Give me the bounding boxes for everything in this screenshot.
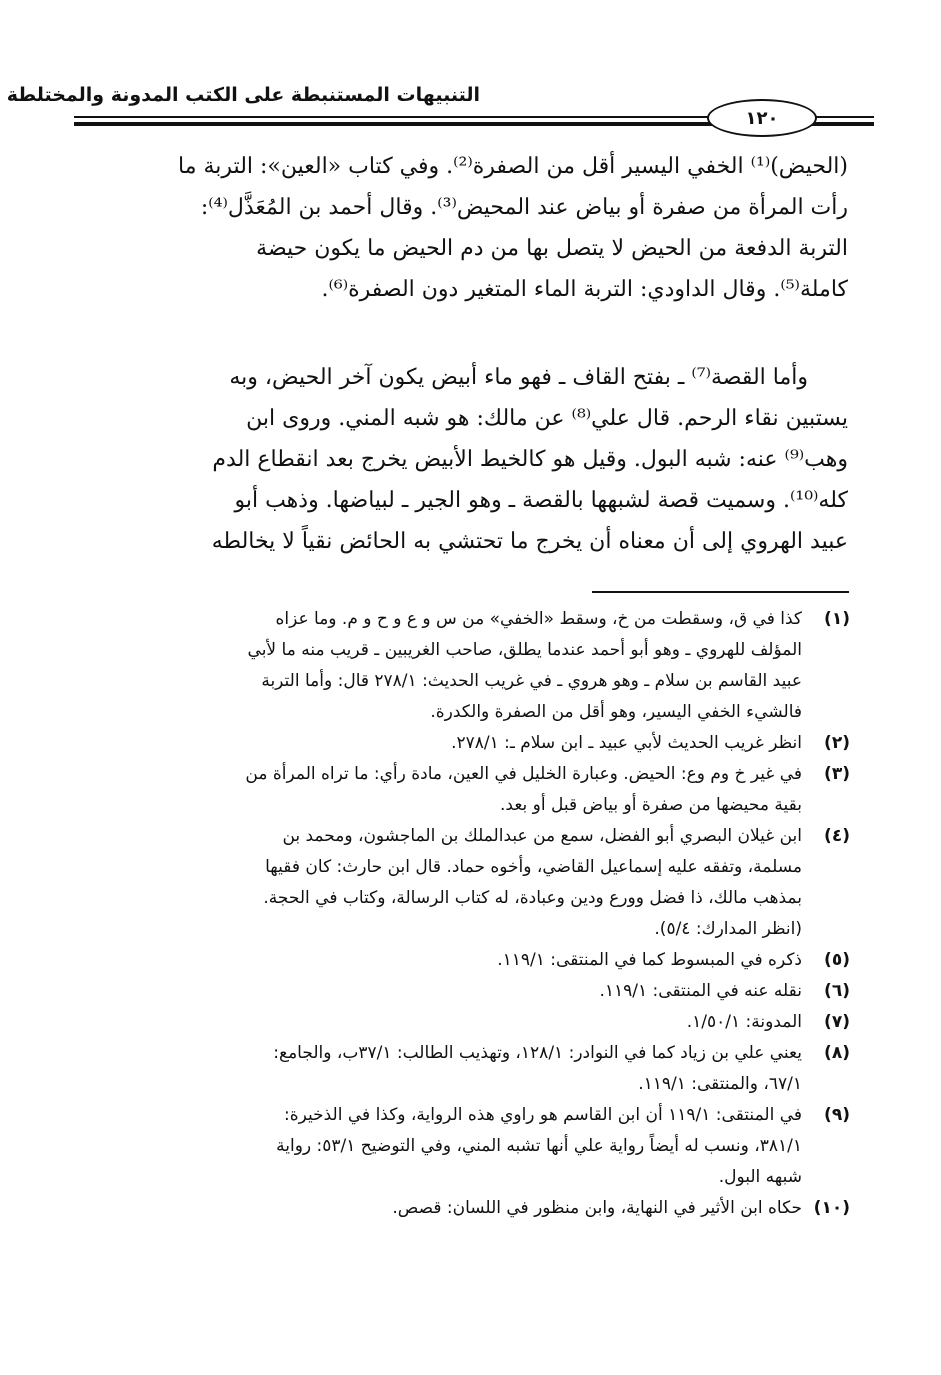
text-line: يستبين نقاء الرحم. قال علي⁽⁸⁾ عن مالك: هو شبه المني. وروى ابن	[246, 406, 848, 431]
footnote-line: ابن غيلان البصري أبو الفضل، سمع من عبدالملك بن الماجشون، ومحمد بن	[282, 826, 802, 846]
footnote-number: (٥)	[824, 950, 850, 970]
footnote-number: (١٠)	[813, 1198, 850, 1218]
text-line: التربة الدفعة من الحيض لا يتصل بها من دم الحيض ما يكون حيضة	[256, 236, 848, 261]
footnote-line: مسلمة، وتفقه عليه إسماعيل القاضي، وأخوه حماد. قال ابن حارث: كان فقيها	[265, 857, 802, 877]
footnote-line: فالشيء الخفي اليسير، وهو أقل من الصفرة والكدرة.	[430, 702, 802, 722]
footnote-10	[78, 1193, 850, 1224]
footnote-line: ٦٧/١، والمنتقى: ١١٩/١.	[638, 1074, 802, 1094]
footnote-4	[78, 821, 850, 945]
footnote-3	[78, 759, 850, 821]
footnote-line: ٣٨١/١، ونسب له أيضاً رواية علي أنها تشبه المني، وفي التوضيح ٥٣/١: رواية	[276, 1136, 802, 1156]
footnote-line: بقية محيضها من صفرة أو بياض قبل أو بعد.	[500, 795, 802, 815]
footnote-line: يعني علي بن زياد كما في النوادر: ١٢٨/١، وتهذيب الطالب: ٣٧/١ب، والجامع:	[273, 1043, 802, 1063]
footnote-number: (٨)	[824, 1043, 850, 1063]
footnote-line: حكاه ابن الأثير في النهاية، وابن منظور في اللسان: قصص.	[392, 1198, 802, 1218]
footnote-line: انظر غريب الحديث لأبي عبيد ـ ابن سلام ـ: ٢٧٨/١.	[451, 733, 802, 753]
footnote-line: بمذهب مالك، ذا فضل وورع ودين وعبادة، له كتاب الرسالة، وكتاب في الحجة.	[263, 888, 802, 908]
footnote-6	[78, 976, 850, 1007]
footnote-line: نقله عنه في المنتقى: ١١٩/١.	[599, 981, 802, 1001]
page-number: ١٢٠	[707, 99, 817, 137]
footnote-number: (١)	[824, 609, 850, 629]
footnote-number: (٣)	[824, 764, 850, 784]
text-line: كاملة⁽⁵⁾. وقال الداودي: التربة الماء المتغير دون الصفرة⁽⁶⁾.	[321, 277, 848, 302]
text-line: وهب⁽⁹⁾ عنه: شبه البول. وقيل هو كالخيط الأبيض يخرج بعد انقطاع الدم	[212, 447, 848, 472]
footnote-line: في غير خ وم وع: الحيض. وعبارة الخليل في العين، مادة رأي: ما تراه المرأة من	[245, 764, 802, 784]
footnote-number: (٢)	[824, 733, 850, 753]
footnote-9	[78, 1100, 850, 1193]
footnote-8	[78, 1038, 850, 1100]
running-header-title: التنبيهات المستنبطة على الكتب المدونة والمختلطة	[6, 84, 480, 106]
footnote-line: كذا في ق، وسقطت من خ، وسقط «الخفي» من س و ع و ح و م. وما عزاه	[275, 609, 802, 629]
paragraph-1	[76, 146, 848, 310]
footnote-line: (انظر المدارك: ٥/٤).	[654, 919, 802, 939]
text-line: وأما القصة⁽⁷⁾ ـ بفتح القاف ـ فهو ماء أبيض يكون آخر الحيض، وبه	[229, 365, 808, 390]
text-line: عبيد الهروي إلى أن معناه أن يخرج ما تحتشي به الحائض نقياً لا يخالطه	[211, 529, 848, 554]
footnote-number: (٤)	[824, 826, 850, 846]
footnote-5	[78, 945, 850, 976]
footnote-2	[78, 728, 850, 759]
footnote-1	[78, 604, 850, 728]
footnotes	[78, 604, 850, 1224]
footnote-line: شبهه البول.	[718, 1167, 802, 1187]
footnote-line: ذكره في المبسوط كما في المنتقى: ١١٩/١.	[497, 950, 802, 970]
text-line: رأت المرأة من صفرة أو بياض عند المحيض⁽³⁾. وقال أحمد بن المُعَذَّل⁽⁴⁾:	[200, 195, 848, 220]
footnote-number: (٩)	[824, 1105, 850, 1125]
paragraph-2	[76, 357, 848, 562]
footnote-line: المؤلف للهروي ـ وهو أبو أحمد عندما يطلق، صاحب الغريبين ـ قريب منه ما لأبي	[247, 640, 802, 660]
text-line: (الحيض)⁽¹⁾ الخفي اليسير أقل من الصفرة⁽²⁾. وفي كتاب «العين»: التربة ما	[178, 154, 848, 179]
footnote-7	[78, 1007, 850, 1038]
footnote-line: عبيد القاسم بن سلام ـ وهو هروي ـ في غريب الحديث: ٢٧٨/١ قال: وأما التربة	[261, 671, 802, 691]
footnote-number: (٧)	[824, 1012, 850, 1032]
footnote-line: في المنتقى: ١١٩/١ أن ابن القاسم هو راوي هذه الرواية، وكذا في الذخيرة:	[283, 1105, 802, 1125]
footnote-number: (٦)	[824, 981, 850, 1001]
footnote-line: المدونة: ١/٥٠/١.	[686, 1012, 802, 1032]
footnote-separator	[592, 591, 849, 593]
text-line: كله⁽¹⁰⁾. وسميت قصة لشبهها بالقصة ـ وهو الجير ـ لبياضها. وذهب أبو	[234, 488, 848, 513]
